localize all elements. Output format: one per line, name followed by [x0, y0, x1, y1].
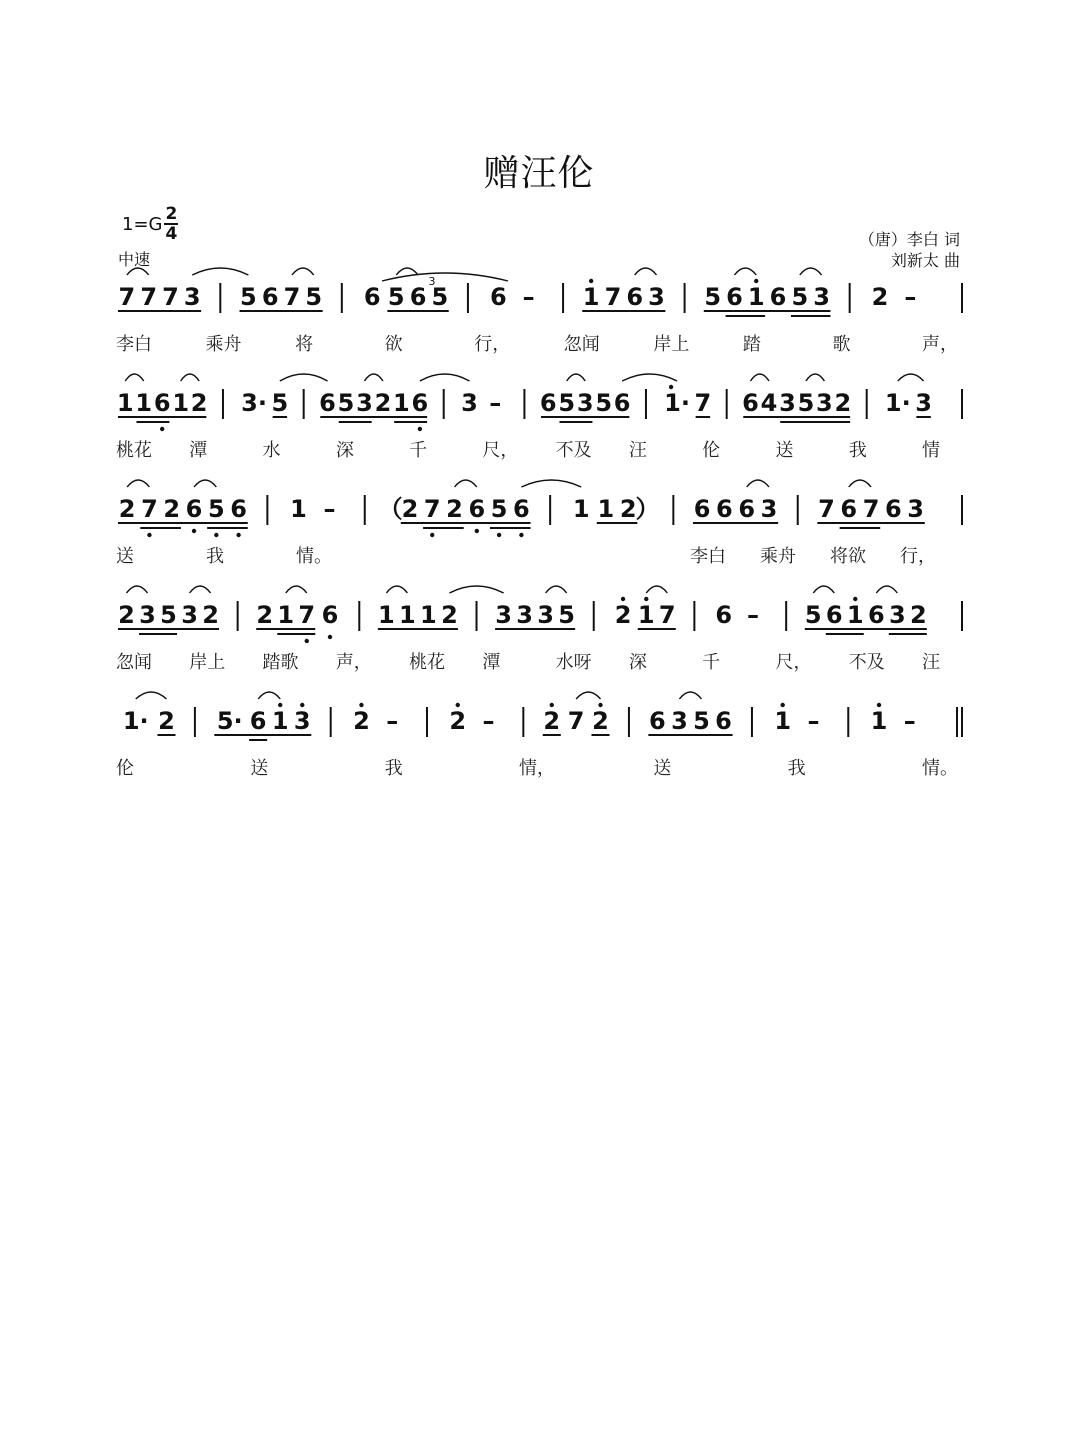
slur-arc	[576, 692, 600, 699]
slur-arc	[622, 374, 677, 381]
note-digit: 1	[572, 495, 590, 523]
lyric-syllable: 忽闻	[563, 334, 600, 355]
slur-arc	[679, 692, 701, 699]
note-digit: （	[378, 495, 403, 523]
slur-arc	[455, 480, 477, 487]
octave-low-dot	[430, 533, 434, 537]
note-digit: 5	[337, 389, 355, 417]
note-digit: 6	[153, 389, 171, 417]
slur-arc	[751, 374, 769, 381]
slur-arc	[420, 374, 470, 381]
slur-arc	[806, 374, 824, 381]
tempo-marking: 中速	[118, 250, 151, 269]
note-digit: 2	[449, 707, 467, 735]
slur-arc	[800, 268, 822, 275]
triplet-marker: 3	[428, 275, 436, 288]
note-digit: 7	[298, 601, 316, 629]
lyric-syllable: 水呀	[555, 652, 592, 673]
lyric-syllable: 乘舟	[205, 334, 242, 355]
note-digit: 5	[558, 601, 575, 629]
note-digit: 7	[162, 283, 179, 311]
time-signature-numerator: 2	[165, 204, 178, 224]
note-digit: 6	[825, 601, 843, 629]
slur-arc	[898, 374, 924, 381]
lyric-syllable: 潭	[482, 652, 501, 673]
note-digit: 1	[637, 601, 655, 629]
note-digit: 3	[779, 389, 796, 417]
note-digit: 6	[885, 495, 902, 523]
note-digit: 3	[461, 389, 478, 417]
lyric-syllable: 声，	[922, 334, 958, 355]
octave-high-dot	[877, 703, 881, 707]
octave-low-dot	[214, 533, 218, 537]
note-digit: 7	[118, 283, 136, 311]
note-digit: 5	[558, 389, 576, 417]
note-digit: 5	[804, 601, 822, 629]
note-digit: –	[522, 283, 535, 311]
lyric-syllable: 潭	[189, 440, 208, 461]
note-digit: 5	[490, 495, 508, 523]
note-digit: 7	[658, 601, 676, 629]
note-digit: 5·	[216, 707, 243, 735]
note-digit: 1	[135, 389, 153, 417]
note-digit: 3	[813, 283, 830, 311]
octave-low-dot	[497, 533, 501, 537]
lyric-syllable: 情，	[519, 758, 555, 779]
lyric-syllable: 我	[848, 440, 867, 461]
note-digit: –	[746, 601, 759, 629]
lyric-syllable: 不及	[848, 652, 885, 673]
octave-high-dot	[621, 597, 625, 601]
lyric-syllable: 李白	[690, 546, 726, 567]
lyric-syllable: 将	[295, 334, 314, 355]
slur-arc	[286, 586, 307, 593]
octave-low-dot	[519, 533, 523, 537]
slur-arc	[386, 586, 407, 593]
lyricist-credit: （唐）李白 词	[858, 230, 960, 249]
octave-high-dot	[359, 703, 363, 707]
lyric-syllable: 歌	[832, 334, 851, 355]
lyric-syllable: 行，	[900, 546, 936, 567]
lyric-syllable: 伦	[702, 440, 721, 461]
note-digit: 1	[277, 601, 295, 629]
note-digit: 3	[356, 389, 373, 417]
note-digit: 2	[592, 707, 609, 735]
note-digit: 6	[249, 707, 267, 735]
key-signature: 1=G	[122, 213, 163, 235]
note-digit: 6	[185, 495, 203, 523]
lyric-syllable: 汪	[628, 440, 647, 461]
note-digit: 3	[576, 389, 594, 417]
note-digit: 2	[614, 601, 632, 629]
note-digit: 2	[543, 707, 561, 735]
note-digit: 7	[283, 283, 301, 311]
slur-arc	[127, 586, 148, 593]
lyric-syllable: 我	[384, 758, 403, 779]
note-digit: 2	[118, 495, 136, 523]
octave-low-dot	[475, 529, 479, 533]
octave-high-dot	[300, 703, 304, 707]
note-digit: 2	[118, 601, 135, 629]
octave-high-dot	[278, 703, 282, 707]
composer-credit: 刘新太 曲	[890, 251, 960, 270]
octave-high-dot	[754, 279, 758, 283]
note-digit: 5	[387, 283, 405, 311]
lyric-syllable: 不及	[555, 440, 592, 461]
note-digit: 2	[871, 283, 889, 311]
slur-arc	[194, 480, 216, 487]
note-digit: 5	[160, 601, 177, 629]
note-digit: 6	[840, 495, 858, 523]
lyric-syllable: 千	[409, 440, 428, 461]
note-digit: 6	[726, 283, 743, 311]
slur-arc	[181, 374, 199, 381]
octave-low-dot	[192, 529, 196, 533]
note-digit: 2	[158, 707, 175, 735]
slur-arc	[125, 374, 143, 381]
note-digit: 6	[363, 283, 381, 311]
lyric-syllable: 送	[116, 546, 134, 567]
note-digit: 5	[271, 389, 289, 417]
note-digit: 3	[907, 495, 925, 523]
note-digit: 3	[181, 601, 198, 629]
note-digit: 1	[172, 389, 190, 417]
note-digit: 2	[374, 389, 392, 417]
note-digit: 6	[867, 601, 885, 629]
note-digit: 3	[516, 601, 533, 629]
lyric-syllable: 李白	[116, 334, 152, 355]
note-digit: ）	[635, 495, 660, 523]
note-digit: 3	[183, 283, 201, 311]
octave-low-dot	[160, 427, 164, 431]
octave-low-dot	[305, 639, 309, 643]
lyric-syllable: 踏歌	[262, 652, 299, 673]
note-digit: 1	[597, 495, 615, 523]
note-digit: 1	[846, 601, 864, 629]
octave-high-dot	[853, 597, 857, 601]
note-digit: 3	[888, 601, 906, 629]
note-digit: 7	[862, 495, 880, 523]
triplet-slur	[382, 273, 508, 281]
note-digit: 6	[715, 707, 732, 735]
note-digit: 6	[319, 389, 336, 417]
note-digit: –	[482, 707, 495, 735]
lyric-syllable: 行，	[474, 334, 511, 355]
note-digit: 6	[468, 495, 486, 523]
note-digit: 1	[399, 601, 416, 629]
note-digit: 3	[671, 707, 688, 735]
note-digit: 6	[513, 495, 530, 523]
note-digit: 2	[441, 601, 458, 629]
lyric-syllable: 情	[922, 440, 940, 461]
note-digit: 5	[797, 389, 815, 417]
lyric-syllable: 情。	[296, 546, 332, 567]
slur-arc	[876, 586, 897, 593]
slur-arc	[280, 374, 328, 381]
lyric-syllable: 岸上	[189, 652, 226, 673]
note-digit: 1	[116, 389, 134, 417]
note-digit: –	[904, 283, 917, 311]
note-digit: 6	[261, 283, 279, 311]
slur-arc	[813, 586, 834, 593]
lyric-syllable: 水	[262, 440, 281, 461]
note-digit: 3	[648, 283, 665, 311]
note-digit: 3·	[241, 389, 267, 417]
octave-high-dot	[669, 385, 673, 389]
note-digit: –	[323, 495, 336, 523]
note-digit: 1	[582, 283, 600, 311]
slur-arc	[190, 586, 211, 593]
note-digit: 2	[202, 601, 219, 629]
lyric-syllable: 送	[250, 758, 269, 779]
lyric-syllable: 千	[702, 652, 721, 673]
note-digit: 3	[293, 707, 311, 735]
lyric-syllable: 我	[206, 546, 224, 567]
octave-high-dot	[550, 703, 554, 707]
lyric-syllable: 声，	[335, 652, 372, 673]
note-digit: 1	[393, 389, 410, 417]
slur-arc	[521, 480, 581, 487]
note-digit: 1·	[122, 707, 149, 735]
slur-arc	[849, 480, 871, 487]
octave-high-dot	[598, 703, 602, 707]
note-digit: 1	[774, 707, 792, 735]
note-digit: 5	[207, 495, 225, 523]
slur-arc	[292, 268, 314, 275]
octave-high-dot	[781, 703, 785, 707]
note-digit: 5	[305, 283, 323, 311]
lyric-syllable: 乘舟	[760, 546, 796, 567]
note-digit: 2	[163, 495, 181, 523]
note-digit: 1	[870, 707, 888, 735]
note-digit: 6	[715, 601, 733, 629]
note-digit: 6	[649, 707, 666, 735]
slur-arc	[364, 374, 382, 381]
note-digit: 7	[694, 389, 712, 417]
note-digit: 2	[401, 495, 419, 523]
lyric-syllable: 岸上	[653, 334, 690, 355]
octave-low-dot	[418, 427, 422, 431]
note-digit: 2	[190, 389, 208, 417]
note-digit: 6	[613, 389, 631, 417]
note-digit: 6	[539, 389, 557, 417]
slur-arc	[635, 268, 657, 275]
time-signature-denominator: 4	[165, 224, 178, 244]
slur-arc	[127, 480, 149, 487]
lyric-syllable: 尺，	[482, 440, 519, 461]
slur-arc	[127, 268, 149, 275]
lyric-syllable: 踏	[742, 334, 761, 355]
note-digit: 7	[604, 283, 622, 311]
note-digit: –	[903, 707, 916, 735]
lyric-syllable: 将欲	[830, 546, 866, 567]
slur-arc	[136, 692, 167, 699]
note-digit: 6	[321, 601, 339, 629]
slur-arc	[258, 692, 280, 699]
lyric-syllable: 送	[775, 440, 794, 461]
note-digit: 6	[738, 495, 756, 523]
slur-arc	[449, 586, 503, 593]
note-digit: 3	[760, 495, 778, 523]
lyric-syllable: 欲	[384, 334, 403, 355]
lyric-syllable: 情。	[922, 758, 958, 779]
note-digit: 7	[140, 283, 158, 311]
lyric-syllable: 桃花	[116, 440, 152, 461]
note-digit: 6	[716, 495, 733, 523]
lyric-syllable: 伦	[116, 758, 134, 779]
octave-high-dot	[644, 597, 648, 601]
note-digit: 7	[423, 495, 441, 523]
slur-arc	[646, 586, 667, 593]
lyric-syllable: 深	[628, 652, 647, 673]
note-digit: 6	[693, 495, 711, 523]
note-digit: 6	[411, 389, 429, 417]
note-digit: 3	[915, 389, 932, 417]
slur-arc	[546, 586, 567, 593]
note-digit: 5	[431, 283, 449, 311]
note-digit: 6	[626, 283, 644, 311]
octave-high-dot	[456, 703, 460, 707]
octave-low-dot	[147, 533, 151, 537]
lyric-syllable: 我	[787, 758, 806, 779]
note-digit: 1·	[664, 389, 690, 417]
note-digit: 7	[567, 707, 585, 735]
note-digit: 1	[378, 601, 395, 629]
note-digit: 5	[791, 283, 809, 311]
note-digit: 3	[139, 601, 156, 629]
note-digit: 5	[240, 283, 257, 311]
note-digit: 1	[290, 495, 307, 523]
note-digit: 6	[769, 283, 787, 311]
note-digit: 7	[818, 495, 835, 523]
note-digit: 2	[619, 495, 637, 523]
slur-arc	[396, 268, 418, 275]
lyric-syllable: 深	[335, 440, 354, 461]
note-digit: 2	[256, 601, 274, 629]
note-digit: 3	[537, 601, 554, 629]
note-digit: 5	[693, 707, 710, 735]
note-digit: 5	[595, 389, 613, 417]
note-digit: –	[386, 707, 399, 735]
octave-low-dot	[328, 635, 332, 639]
note-digit: 2	[446, 495, 463, 523]
lyric-syllable: 尺，	[775, 652, 812, 673]
note-digit: 2	[353, 707, 370, 735]
note-digit: 7	[141, 495, 158, 523]
note-digit: 6	[230, 495, 247, 523]
slur-arc	[747, 480, 769, 487]
note-digit: 5	[704, 283, 722, 311]
lyric-syllable: 桃花	[409, 652, 446, 673]
note-digit: 2	[909, 601, 927, 629]
lyric-syllable: 送	[653, 758, 672, 779]
note-digit: 6	[489, 283, 507, 311]
lyric-syllable: 汪	[922, 652, 940, 673]
note-digit: 6	[409, 283, 427, 311]
score-title: 赠汪伦	[483, 153, 595, 194]
note-digit: –	[807, 707, 820, 735]
slur-arc	[567, 374, 585, 381]
octave-high-dot	[589, 279, 593, 283]
slur-arc	[192, 268, 248, 275]
slur-arc	[734, 268, 756, 275]
note-digit: 1	[271, 707, 289, 735]
note-digit: 1	[747, 283, 765, 311]
note-digit: 4	[760, 389, 778, 417]
note-digit: –	[489, 389, 502, 417]
note-digit: 3	[816, 389, 833, 417]
octave-low-dot	[236, 533, 240, 537]
note-digit: 3	[495, 601, 512, 629]
note-digit: 6	[742, 389, 759, 417]
note-digit: 2	[834, 389, 852, 417]
note-digit: 1	[420, 601, 437, 629]
lyric-syllable: 忽闻	[116, 652, 152, 673]
note-digit: 1·	[884, 389, 911, 417]
